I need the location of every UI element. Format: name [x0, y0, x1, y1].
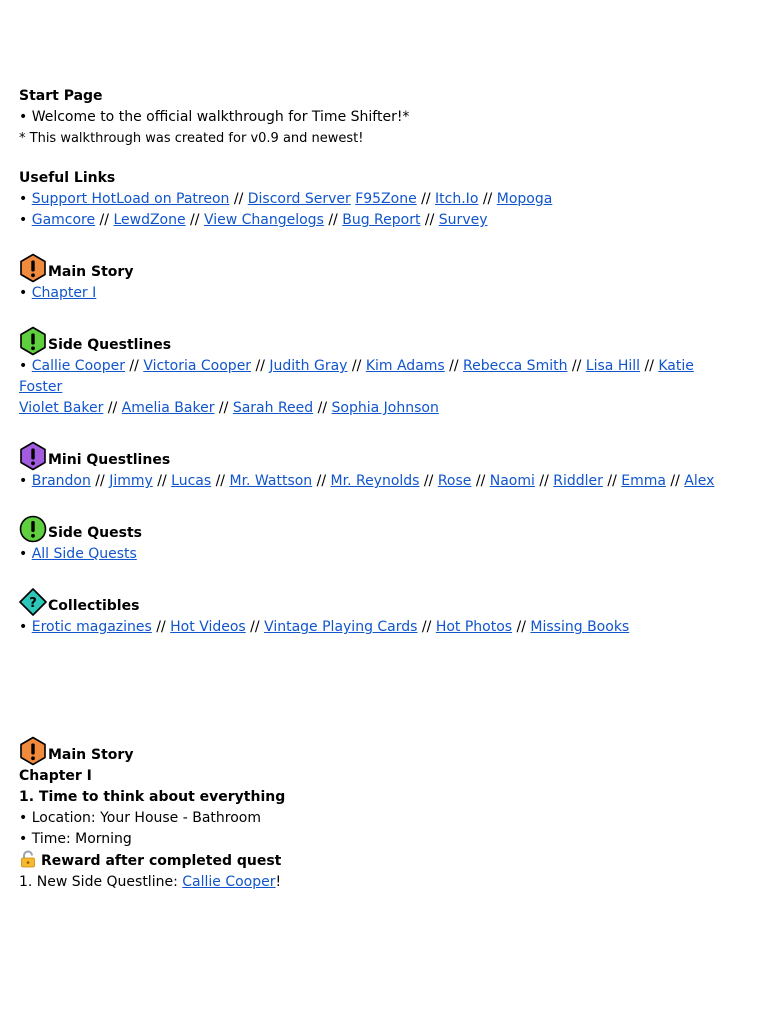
- survey-link[interactable]: Survey: [438, 212, 488, 228]
- questline-link[interactable]: Violet Baker: [19, 400, 104, 416]
- quest-title: 1. Time to think about everything: [19, 789, 286, 805]
- start-page-title: Start Page: [19, 88, 103, 104]
- orange-exclamation-hexagon-icon: [19, 253, 47, 283]
- quest-location: • Location: Your House - Bathroom: [19, 810, 262, 826]
- green-exclamation-circle-icon: [19, 514, 47, 544]
- purple-exclamation-hexagon-icon: [19, 441, 47, 471]
- side-questlines-links: • Callie Cooper // Victoria Cooper // Judith Gray // Kim Adams // Rebecca Smith // Lisa Hill // Katie Foster: [19, 358, 694, 395]
- questline-link[interactable]: Victoria Cooper: [143, 358, 252, 374]
- mini-questline-link[interactable]: Lucas: [171, 473, 212, 489]
- main-story-heading: [19, 252, 739, 283]
- collectibles-links: • Erotic magazines // Hot Videos // Vintage Playing Cards // Hot Photos // Missing Books: [19, 619, 630, 635]
- welcome-text: • Welcome to the official walkthrough for Time Shifter!*: [19, 109, 410, 125]
- collectibles-heading: [19, 586, 739, 617]
- version-note: * This walkthrough was created for v0.9 and newest!: [19, 131, 364, 146]
- collectibles-title: Collectibles: [48, 598, 140, 614]
- collectible-link[interactable]: Erotic magazines: [31, 619, 152, 635]
- walkthrough-document: [19, 86, 739, 893]
- chapter-title: Chapter I: [19, 768, 92, 784]
- orange-exclamation-hexagon-icon: [19, 736, 47, 766]
- gamcore-link[interactable]: Gamcore: [31, 212, 96, 228]
- useful-links-title: Useful Links: [19, 170, 116, 186]
- mini-questline-link[interactable]: Riddler: [553, 473, 603, 489]
- f95zone-link[interactable]: F95Zone: [355, 191, 417, 207]
- all-side-quests-link[interactable]: All Side Quests: [31, 546, 137, 562]
- questline-link[interactable]: Sophia Johnson: [331, 400, 439, 416]
- useful-links-row-2: • Gamcore // LewdZone // View Changelogs // Bug Report // Survey: [19, 212, 488, 228]
- side-questlines-title: Side Questlines: [48, 337, 172, 353]
- chapter-section-title: Main Story: [48, 747, 134, 763]
- mopoga-link[interactable]: Mopoga: [496, 191, 553, 207]
- mini-questlines-heading: [19, 440, 739, 471]
- mini-questlines-title: Mini Questlines: [48, 452, 171, 468]
- mini-questline-link[interactable]: Alex: [684, 473, 715, 489]
- side-questlines-heading: [19, 325, 739, 356]
- useful-links-row-1: • Support HotLoad on Patreon // Discord Server F95Zone // Itch.Io // Mopoga: [19, 191, 553, 207]
- teal-question-diamond-icon: [19, 587, 47, 617]
- reward-item: 1. New Side Questline: Callie Cooper!: [19, 874, 282, 890]
- side-quests-links: • All Side Quests: [19, 546, 137, 562]
- main-story-links: • Chapter I: [19, 285, 97, 301]
- side-quests-heading: [19, 513, 739, 544]
- discord-link[interactable]: Discord Server: [247, 191, 351, 207]
- mini-questline-link[interactable]: Rose: [437, 473, 472, 489]
- reward-heading: [19, 850, 739, 872]
- questline-link[interactable]: Kim Adams: [365, 358, 445, 374]
- reward-callie-cooper-link[interactable]: Callie Cooper: [182, 874, 276, 890]
- questline-link[interactable]: Judith Gray: [269, 358, 348, 374]
- mini-questlines-links: • Brandon // Jimmy // Lucas // Mr. Wattson // Mr. Reynolds // Rose // Naomi // Riddler // Emma // Alex: [19, 473, 715, 489]
- mini-questline-link[interactable]: Brandon: [31, 473, 91, 489]
- mini-questline-link[interactable]: Mr. Wattson: [229, 473, 313, 489]
- changelogs-link[interactable]: View Changelogs: [203, 212, 324, 228]
- collectible-link[interactable]: Hot Videos: [170, 619, 246, 635]
- collectible-link[interactable]: Vintage Playing Cards: [264, 619, 418, 635]
- questline-link[interactable]: Rebecca Smith: [463, 358, 568, 374]
- mini-questline-link[interactable]: Emma: [621, 473, 666, 489]
- itchio-link[interactable]: Itch.Io: [435, 191, 479, 207]
- questline-link[interactable]: Sarah Reed: [232, 400, 314, 416]
- patreon-link[interactable]: Support HotLoad on Patreon: [31, 191, 230, 207]
- questline-link[interactable]: Amelia Baker: [121, 400, 215, 416]
- reward-title: Reward after completed quest: [41, 853, 282, 869]
- green-exclamation-hexagon-icon: [19, 326, 47, 356]
- mini-questline-link[interactable]: Jimmy: [109, 473, 153, 489]
- collectible-link[interactable]: Hot Photos: [435, 619, 513, 635]
- main-story-title: Main Story: [48, 264, 134, 280]
- mini-questline-link[interactable]: Naomi: [489, 473, 535, 489]
- lewdzone-link[interactable]: LewdZone: [113, 212, 186, 228]
- questline-link[interactable]: Katie Foster: [19, 358, 694, 395]
- side-questlines-links-row-2: Violet Baker // Amelia Baker // Sarah Reed // Sophia Johnson: [19, 400, 439, 416]
- quest-time: • Time: Morning: [19, 831, 132, 847]
- mini-questline-link[interactable]: Mr. Reynolds: [330, 473, 420, 489]
- collectible-link[interactable]: Missing Books: [530, 619, 630, 635]
- side-quests-title: Side Quests: [48, 525, 142, 541]
- chapter-1-link[interactable]: Chapter I: [31, 285, 97, 301]
- questline-link[interactable]: Callie Cooper: [31, 358, 125, 374]
- questline-link[interactable]: Lisa Hill: [585, 358, 641, 374]
- chapter-main-story-heading: [19, 735, 739, 766]
- bug-report-link[interactable]: Bug Report: [342, 212, 421, 228]
- unlocked-padlock-icon: [19, 850, 37, 868]
